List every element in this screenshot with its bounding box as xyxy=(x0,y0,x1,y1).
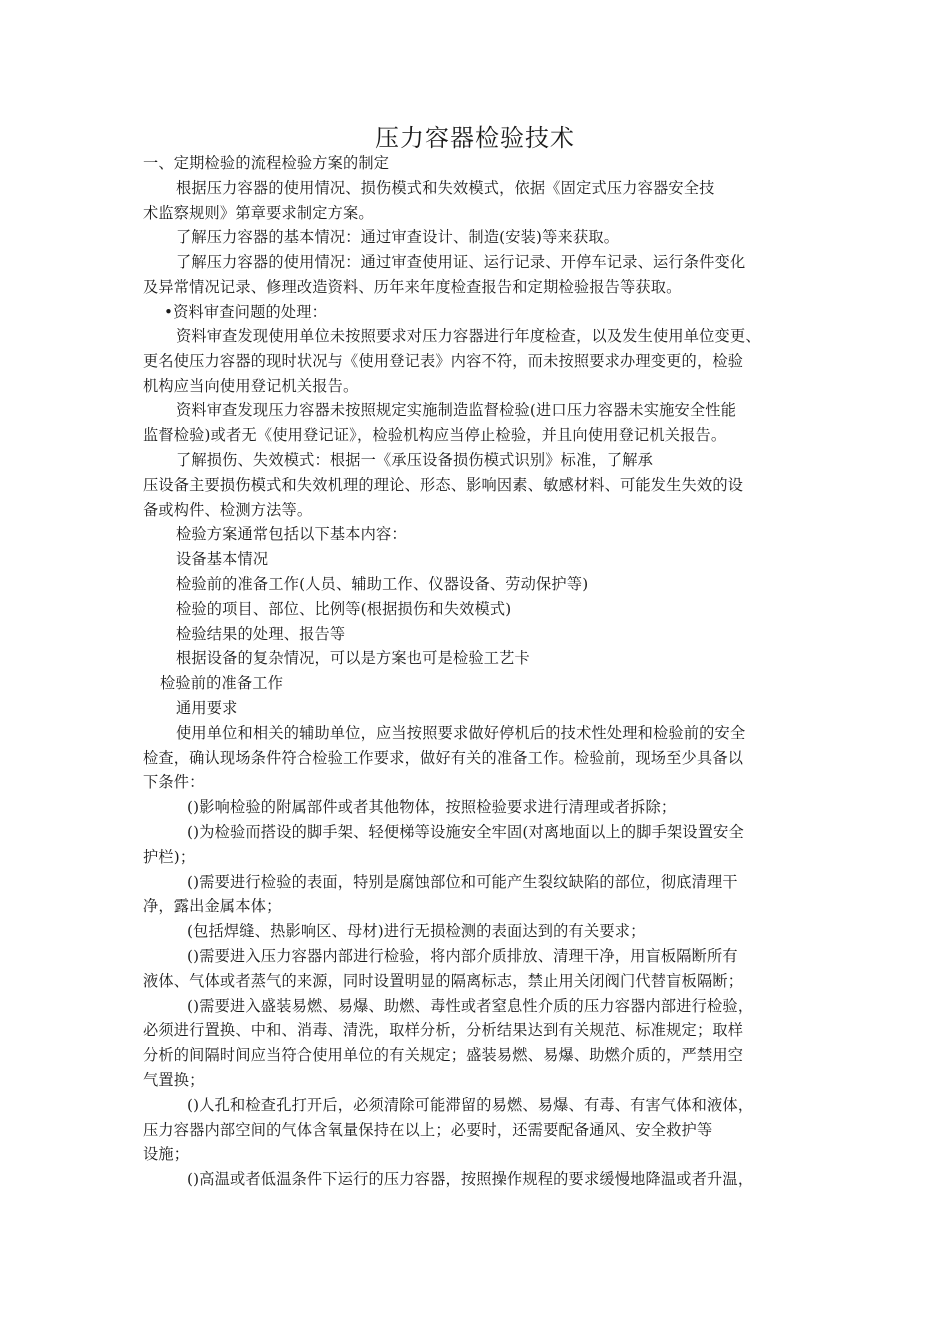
text-line: ()影响检验的附属部件或者其他物体，按照检验要求进行清理或者拆除； xyxy=(187,798,677,816)
text-line: 检验前的准备工作 xyxy=(160,674,284,692)
text-line: 净，露出金属本体； xyxy=(143,897,282,915)
text-line: 护栏)； xyxy=(143,848,196,866)
text-line: 了解损伤、失效模式：根据一《承压设备损伤模式识别》标准，了解承 xyxy=(176,451,654,469)
text-line: 必须进行置换、中和、消毒、清洗，取样分析，分析结果达到有关规范、标准规定；取样 xyxy=(143,1021,744,1039)
text-line: 检验结果的处理、报告等 xyxy=(176,625,346,643)
text-line: ()人孔和检查孔打开后，必须清除可能滞留的易燃、易爆、有毒、有害气体和液体， xyxy=(187,1096,754,1114)
text-line: 备或构件、检测方法等。 xyxy=(143,501,313,519)
text-line: ()需要进入压力容器内部进行检验，将内部介质排放、清理干净，用盲板隔断所有 xyxy=(187,947,738,965)
text-line: 检验前的准备工作(人员、辅助工作、仪器设备、劳动保护等) xyxy=(176,575,589,593)
text-line: 根据设备的复杂情况，可以是方案也可是检验工艺卡 xyxy=(176,649,530,667)
text-line: 术监察规则》第章要求制定方案。 xyxy=(143,204,374,222)
text-line: 压设备主要损伤模式和失效机理的理论、形态、影响因素、敏感材料、可能发生失效的设 xyxy=(143,476,744,494)
text-line: 了解压力容器的基本情况：通过审查设计、制造(安装)等来获取。 xyxy=(176,228,620,246)
text-line: 更名使压力容器的现时状况与《使用登记表》内容不符，而未按照要求办理变更的，检验 xyxy=(143,352,744,370)
text-line: 下条件： xyxy=(143,773,205,791)
text-line: ()需要进行检验的表面，特别是腐蚀部位和可能产生裂纹缺陷的部位，彻底清理干 xyxy=(187,873,738,891)
text-line: 气置换； xyxy=(143,1071,205,1089)
text-line: ()高温或者低温条件下运行的压力容器，按照操作规程的要求缓慢地降温或者升温， xyxy=(187,1170,754,1188)
text-line: ()需要进入盛装易燃、易爆、助燃、毒性或者窒息性介质的压力容器内部进行检验， xyxy=(187,997,754,1015)
text-line: 资料审查发现压力容器未按照规定实施制造监督检验(进口压力容器未实施安全性能 xyxy=(176,401,737,419)
text-line: 液体、气体或者蒸气的来源，同时设置明显的隔离标志，禁止用关闭阀门代替盲板隔断； xyxy=(143,972,744,990)
text-line: ()为检验而搭设的脚手架、轻便梯等设施安全牢固(对离地面以上的脚手架设置安全 xyxy=(187,823,744,841)
text-line: 检验方案通常包括以下基本内容： xyxy=(176,525,407,543)
text-line: 设备基本情况 xyxy=(176,550,269,568)
text-line: •资料审查问题的处理： xyxy=(164,303,328,321)
text-line: 根据压力容器的使用情况、损伤模式和失效模式，依据《固定式压力容器安全技 xyxy=(176,179,715,197)
text-line: 分析的间隔时间应当符合使用单位的有关规定；盛装易燃、易爆、助燃介质的，严禁用空 xyxy=(143,1046,744,1064)
text-line: (包括焊缝、热影响区、母材)进行无损检测的表面达到的有关要求； xyxy=(187,922,646,940)
text-line: 及异常情况记录、修理改造资料、历年来年度检查报告和定期检验报告等获取。 xyxy=(143,278,682,296)
text-line: 通用要求 xyxy=(176,699,238,717)
text-line: 设施； xyxy=(143,1145,190,1163)
text-line: 资料审查发现使用单位未按照要求对压力容器进行年度检查，以及发生使用单位变更、 xyxy=(176,327,761,345)
text-line: 压力容器内部空间的气体含氧量保持在以上；必要时，还需要配备通风、安全救护等 xyxy=(143,1121,713,1139)
text-line: 机构应当向使用登记机关报告。 xyxy=(143,377,359,395)
document-title: 压力容器检验技术 xyxy=(375,124,575,152)
text-line: 监督检验)或者无《使用登记证》，检验机构应当停止检验，并且向使用登记机关报告。 xyxy=(143,426,727,444)
text-line: 一、定期检验的流程检验方案的制定 xyxy=(143,154,390,172)
text-line: 检查，确认现场条件符合检验工作要求，做好有关的准备工作。检验前，现场至少具备以 xyxy=(143,749,744,767)
text-line: 检验的项目、部位、比例等(根据损伤和失效模式) xyxy=(176,600,512,618)
text-line: 使用单位和相关的辅助单位，应当按照要求做好停机后的技术性处理和检验前的安全 xyxy=(176,724,746,742)
text-line: 了解压力容器的使用情况：通过审查使用证、运行记录、开停车记录、运行条件变化 xyxy=(176,253,746,271)
